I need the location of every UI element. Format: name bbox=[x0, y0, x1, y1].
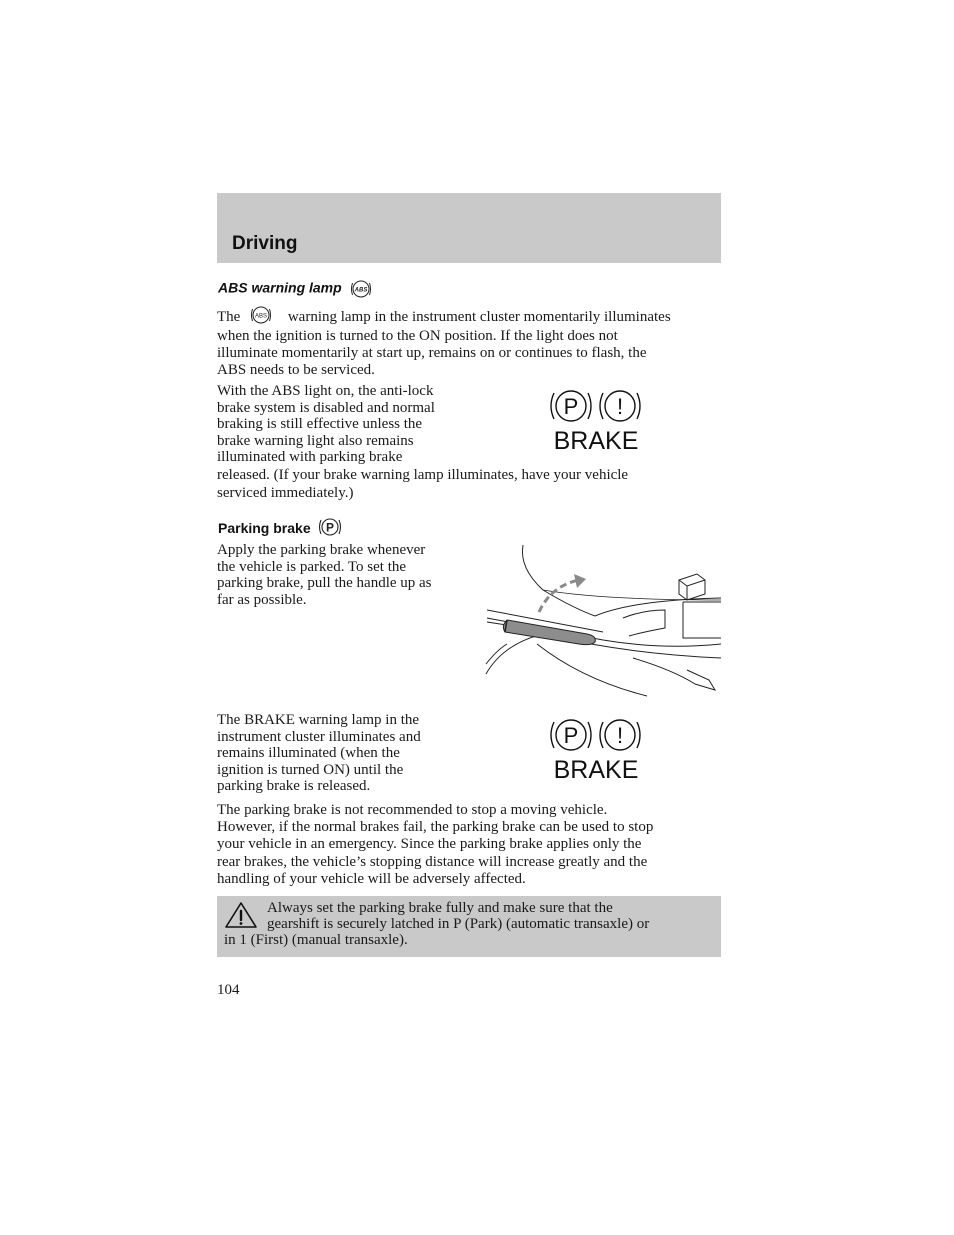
abs-para2-line: With the ABS light on, the anti-lock bbox=[217, 383, 434, 399]
section-title: Driving bbox=[232, 233, 298, 254]
parking-para1-line: the vehicle is parked. To set the bbox=[217, 558, 407, 575]
svg-text:P: P bbox=[325, 520, 334, 535]
page-number: 104 bbox=[217, 982, 240, 998]
brake-lamp-label: BRAKE bbox=[553, 427, 639, 455]
abs-heading-text: ABS warning lamp bbox=[218, 279, 342, 296]
parking-brake-handle-illustration bbox=[483, 540, 721, 700]
parking-para3-line: handling of your vehicle will be adversely affected. bbox=[217, 870, 526, 887]
abs-para2-tail-line1: released. (If your brake warning lamp illuminates, have your vehicle bbox=[217, 467, 629, 483]
brake-warning-lamp-symbol bbox=[548, 718, 658, 788]
parking-para3-line: rear brakes, the vehicle’s stopping distance will increase greatly and the bbox=[217, 853, 648, 870]
abs-inline-icon bbox=[250, 305, 272, 325]
parking-p-circle-icon bbox=[317, 516, 343, 538]
brake-lamp-exclaim: ! bbox=[616, 394, 624, 419]
abs-heading bbox=[218, 279, 372, 299]
warning-triangle-icon bbox=[224, 900, 258, 930]
parking-heading-text: Parking brake bbox=[218, 520, 311, 536]
parking-para1-line: parking brake, pull the handle up as bbox=[217, 575, 432, 592]
abs-circle-icon bbox=[350, 279, 372, 299]
abs-para2-line: brake warning light also remains bbox=[217, 432, 414, 449]
brake-lamp-exclaim: ! bbox=[616, 723, 624, 748]
parking-para2-line: The BRAKE warning lamp in the bbox=[217, 712, 420, 728]
parking-paragraph-2 bbox=[217, 712, 477, 795]
abs-para2-line: braking is still effective unless the bbox=[217, 416, 423, 432]
brake-lamp-p: P bbox=[563, 394, 579, 419]
parking-para2-line: instrument cluster illuminates and bbox=[217, 728, 421, 745]
abs-para2-line: illuminated with parking brake bbox=[217, 449, 403, 465]
brake-lamp-p: P bbox=[563, 723, 579, 748]
parking-paragraph-1 bbox=[217, 542, 477, 609]
abs-paragraph-2 bbox=[217, 383, 477, 466]
brake-warning-lamp-symbol bbox=[548, 389, 658, 459]
abs-para1-line2: when the ignition is turned to the ON position. If the light does not bbox=[217, 328, 618, 344]
svg-text:ABS: ABS bbox=[255, 313, 268, 320]
brake-lamp-label: BRAKE bbox=[553, 756, 639, 784]
parking-para2-line: remains illuminated (when the bbox=[217, 745, 400, 762]
warning-line-2: gearshift is securely latched in P (Park) (automatic transaxle) or bbox=[267, 916, 650, 932]
warning-line-3: in 1 (First) (manual transaxle). bbox=[224, 932, 408, 948]
abs-para2-line: brake system is disabled and normal bbox=[217, 399, 435, 416]
abs-para2-tail-line2: serviced immediately.) bbox=[217, 484, 354, 501]
abs-paragraph-1 bbox=[217, 305, 727, 379]
parking-para1-line: Apply the parking brake whenever bbox=[217, 542, 426, 558]
parking-para1-line: far as possible. bbox=[217, 592, 307, 609]
abs-para1-line3: illuminate momentarily at start up, remains on or continues to flash, the bbox=[217, 345, 647, 361]
abs-para1-line1: warning lamp in the instrument cluster momentarily illuminates bbox=[287, 309, 671, 325]
parking-para2-line: ignition is turned ON) until the bbox=[217, 761, 404, 778]
parking-paragraph-3 bbox=[217, 802, 727, 888]
abs-para1-line4: ABS needs to be serviced. bbox=[217, 362, 375, 378]
abs-para1-start: The bbox=[217, 309, 241, 325]
brake-lamp-icon bbox=[548, 389, 658, 459]
parking-para3-line: The parking brake is not recommended to stop a moving vehicle. bbox=[217, 802, 608, 818]
brake-lamp-icon bbox=[548, 718, 658, 788]
parking-para3-line: However, if the normal brakes fail, the parking brake can be used to stop bbox=[217, 819, 654, 836]
parking-para3-line: your vehicle in an emergency. Since the parking brake applies only the bbox=[217, 836, 642, 853]
warning-line-1: Always set the parking brake fully and make sure that the bbox=[267, 900, 613, 916]
svg-text:ABS: ABS bbox=[354, 287, 367, 294]
abs-paragraph-2-tail bbox=[217, 467, 721, 502]
parking-brake-heading bbox=[218, 516, 343, 538]
parking-para2-line: parking brake is released. bbox=[217, 778, 371, 795]
